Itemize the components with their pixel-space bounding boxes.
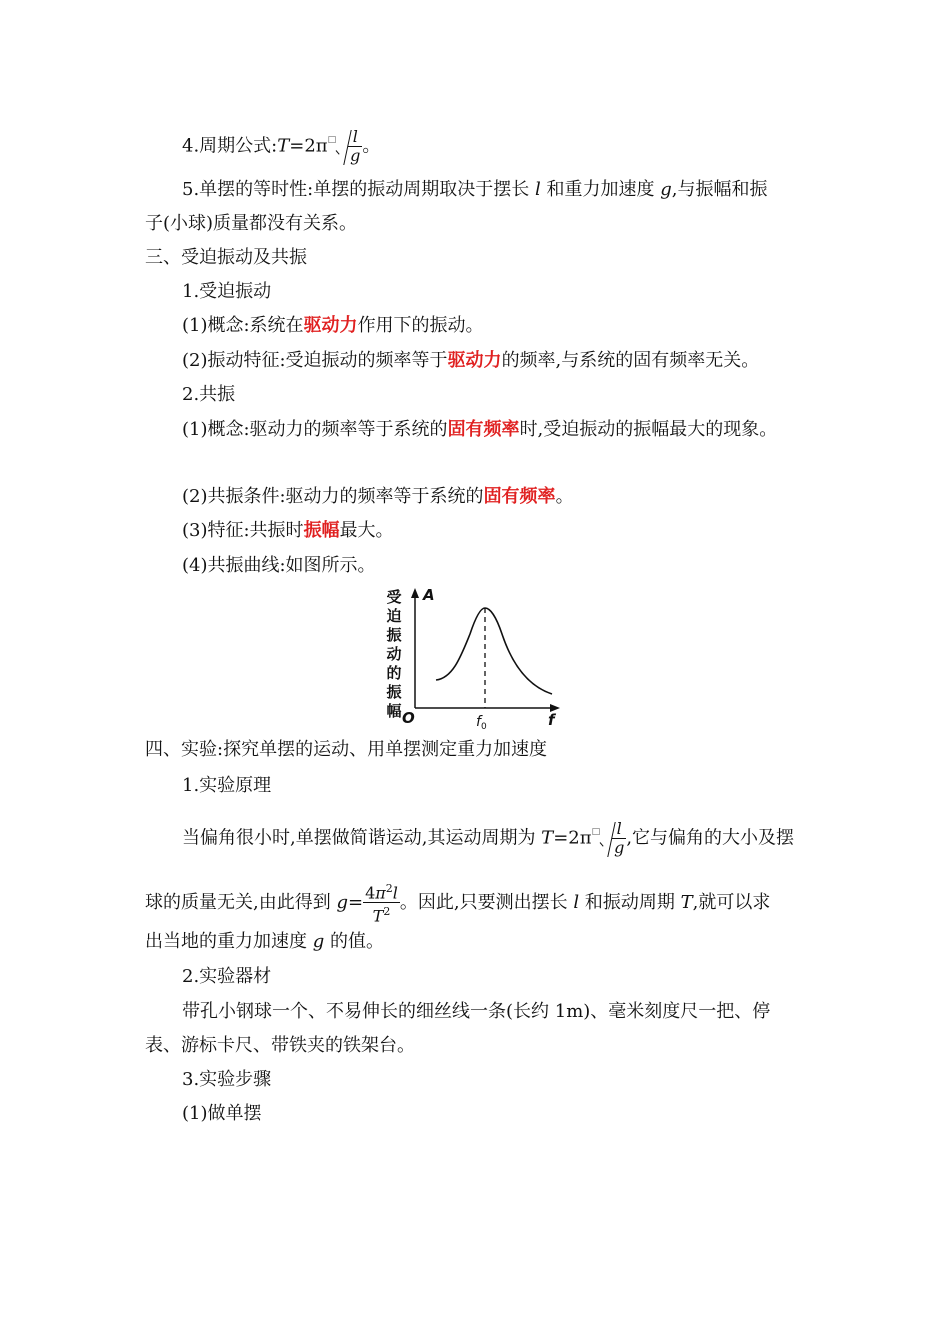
y-axis-label-char: 受 [386,588,402,606]
text: ,它与偏角的大小及摆 [626,827,795,849]
equals-2pi: =2π [289,135,328,157]
period-formula-label: 4.周期公式: [182,135,278,157]
num-sup: 2 [385,882,393,895]
var-g: g [336,891,348,913]
resonance-feature-line [182,519,394,543]
y-axis-label-char: 动 [386,645,402,663]
text: 作用下的振动。 [357,315,484,336]
resonance-curve [436,608,552,694]
isochronism-line-2: 子(小球)质量都没有关系。 [145,213,358,234]
highlight-natural-frequency: 固有频率 [483,486,556,507]
y-axis-label-char: 振 [386,626,402,644]
text: (1)概念:驱动力的频率等于系统的 [182,419,448,440]
resonance-curve-line: (4)共振曲线:如图所示。 [182,555,376,576]
section-4-heading: 四、实验:探究单摆的运动、用单摆测定重力加速度 [145,739,548,760]
frac-den: g [614,838,625,857]
var-g: g [660,179,672,200]
frac-num: l [612,820,626,839]
num-4: 4 [365,883,376,903]
text: 出当地的重力加速度 [145,931,313,952]
text: ,就可以求 [692,891,771,913]
y-axis-label-char: 迫 [386,607,402,625]
forced-vibration-heading: 1.受迫振动 [182,281,272,302]
text: (3)特征:共振时 [182,520,304,541]
text: 。因此,只要测出摆长 [399,891,574,913]
num-pi: π [375,883,386,903]
y-axis-label-char: 振 [386,683,402,701]
principle-line-3 [145,930,384,954]
highlight-driving-force: 驱动力 [303,315,358,336]
text: 和振动周期 [579,891,681,913]
experiment-principle-heading: 1.实验原理 [182,775,272,796]
text: 时,受迫振动的振幅最大的现象。 [519,419,778,440]
frac-den: g [350,146,361,165]
text: 。 [555,486,574,507]
var-l: l [573,891,580,913]
placeholder-box: □ [591,827,601,837]
x-axis-letter: f [548,711,555,729]
equipment-heading: 2.实验器材 [182,966,272,987]
resonance-chart [378,586,578,732]
var-l: l [534,179,541,200]
num-l: l [392,883,398,903]
text: 球的质量无关,由此得到 [145,891,337,913]
highlight-amplitude: 振幅 [303,520,340,541]
text: (1)概念:系统在 [182,315,304,336]
step-1-line: (1)做单摆 [182,1103,262,1124]
var-g: g [312,931,325,952]
principle-line-2 [145,880,770,926]
frac-num: l [348,128,362,147]
den-T: T [372,906,384,926]
resonance-condition-line [182,485,574,509]
text: 5.单摆的等时性:单摆的振动周期取决于摆长 [182,179,535,200]
y-axis-letter: A [423,586,435,604]
principle-line-1 [182,820,794,857]
text: ,与振幅和振 [671,179,768,200]
placeholder-box: □ [327,135,337,145]
resonance-concept-line [182,418,777,442]
var-T: T [541,827,554,849]
steps-heading: 3.实验步骤 [182,1069,272,1090]
period-end: 。 [362,135,381,157]
highlight-natural-frequency: 固有频率 [447,419,520,440]
text: 当偏角很小时,单摆做简谐运动,其运动周期为 [182,827,542,849]
y-axis-vertical-label [385,588,402,720]
equals-2pi: =2π [553,827,592,849]
sqrt-l-over-g [336,128,362,165]
text: 最大。 [339,520,394,541]
g-formula-fraction [363,880,400,926]
text: 的值。 [324,931,384,952]
highlight-driving-force: 驱动力 [447,350,502,371]
peak-frequency-label [476,714,487,732]
forced-concept-line [182,314,484,338]
resonance-heading: 2.共振 [182,384,236,405]
peak-label-main: f [476,714,481,730]
equipment-line-1: 带孔小钢球一个、不易伸长的细丝线一条(长约 1m)、毫米刻度尺一把、停 [182,1001,771,1022]
equals: = [347,891,364,913]
equipment-line-2: 表、游标卡尺、带铁夹的铁架台。 [145,1035,415,1056]
text: (2)共振条件:驱动力的频率等于系统的 [182,486,484,507]
var-T: T [277,135,290,157]
text: 和重力加速度 [540,179,661,200]
section-3-heading: 三、受迫振动及共振 [145,247,307,268]
text: (2)振动特征:受迫振动的频率等于 [182,350,448,371]
y-axis-arrow [411,588,419,598]
den-sup: 2 [383,905,391,919]
text: 的频率,与系统的固有频率无关。 [501,350,760,371]
isochronism-line-1 [182,178,767,202]
var-T: T [680,891,693,913]
y-axis-label-char: 的 [386,664,402,682]
origin-label: O [402,709,415,727]
y-axis-label-char: 幅 [386,702,402,720]
sqrt-l-over-g [600,820,626,857]
peak-label-sub: 0 [480,722,487,732]
period-formula-line [182,128,380,165]
forced-feature-line [182,349,759,373]
